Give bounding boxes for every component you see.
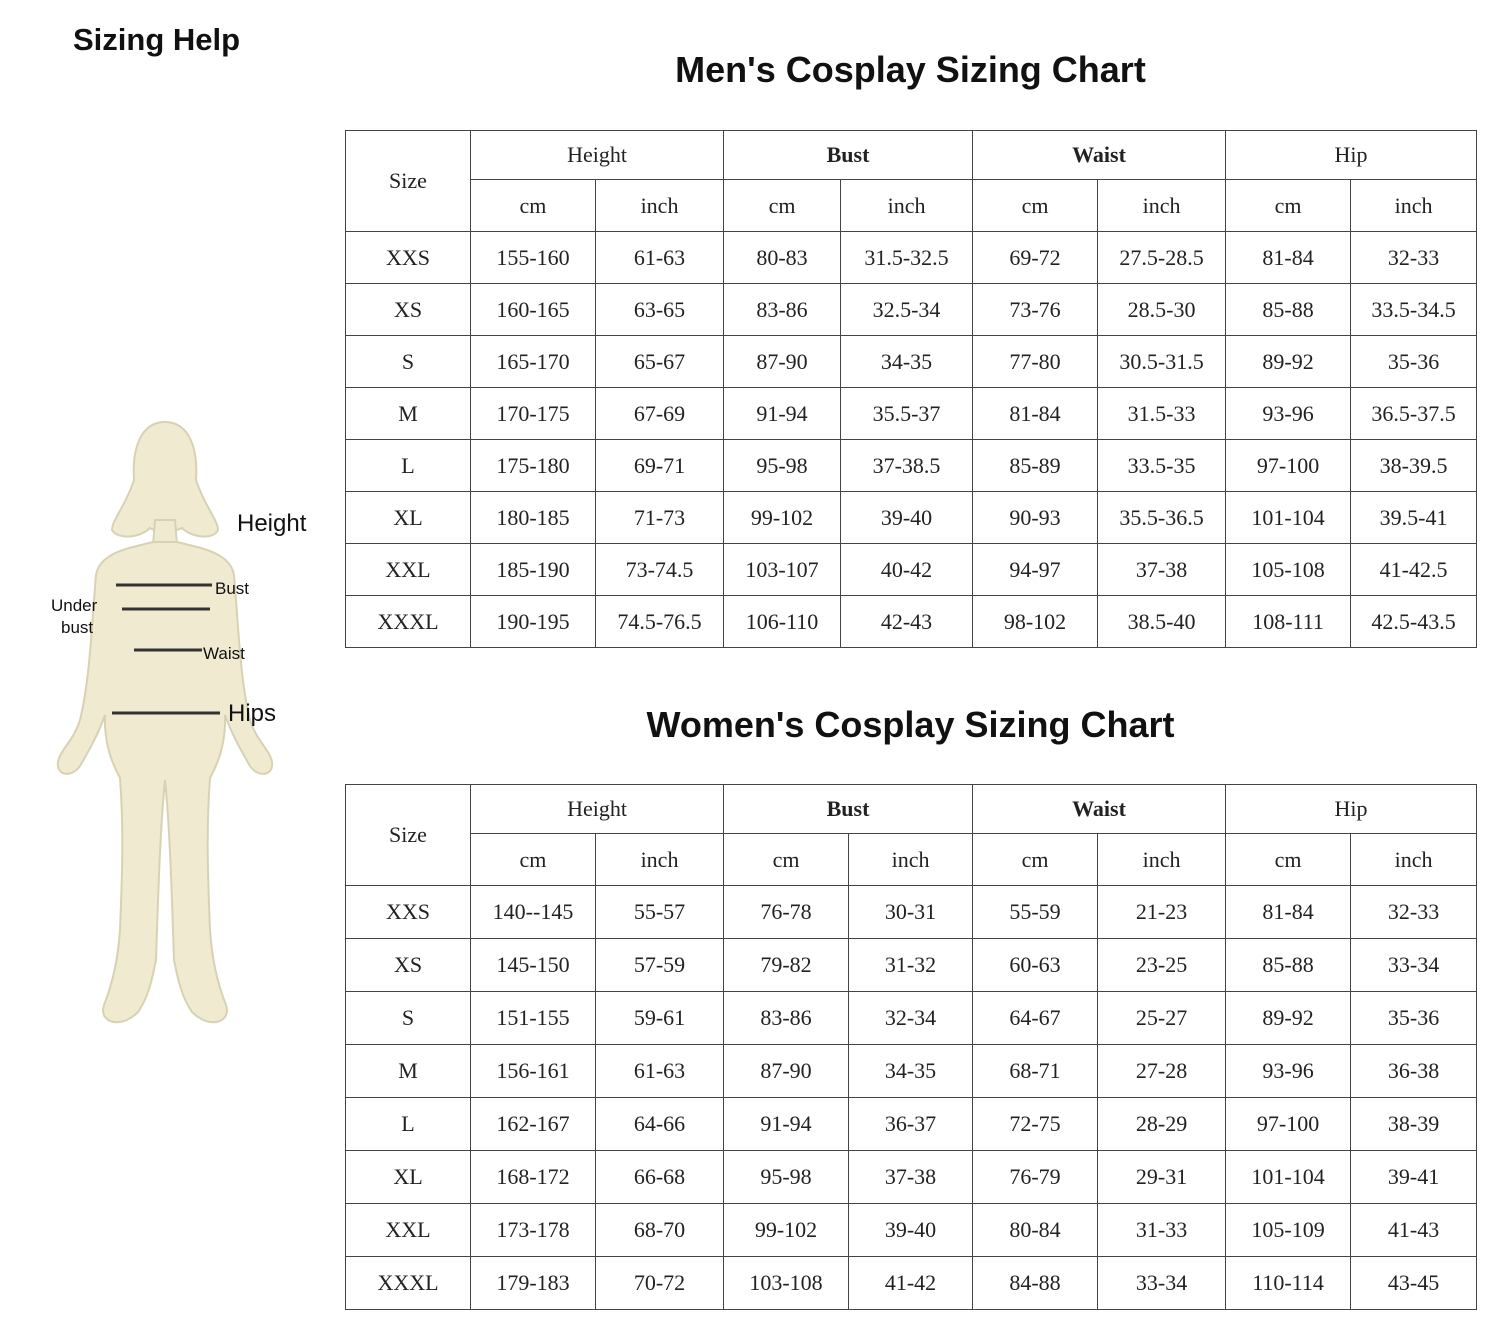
size-cell: XXS bbox=[346, 232, 471, 284]
bust-inch-cell: 39-40 bbox=[849, 1204, 973, 1257]
hip-inch-cell: 35-36 bbox=[1351, 992, 1477, 1045]
hip-cm-cell: 105-108 bbox=[1226, 544, 1351, 596]
table-row bbox=[346, 544, 1477, 596]
height-inch-cell: 70-72 bbox=[596, 1257, 724, 1310]
height-inch-header: inch bbox=[596, 834, 724, 886]
hip-inch-cell: 41-42.5 bbox=[1351, 544, 1477, 596]
hip-inch-cell: 39-41 bbox=[1351, 1151, 1477, 1204]
bust-cm-header: cm bbox=[724, 834, 849, 886]
hip-cm-cell: 97-100 bbox=[1226, 440, 1351, 492]
height-inch-cell: 68-70 bbox=[596, 1204, 724, 1257]
height-cm-cell: 140--145 bbox=[471, 886, 596, 939]
hip-inch-cell: 42.5-43.5 bbox=[1351, 596, 1477, 648]
waist-inch-cell: 33.5-35 bbox=[1098, 440, 1226, 492]
height-inch-cell: 73-74.5 bbox=[596, 544, 724, 596]
table-row bbox=[346, 492, 1477, 544]
hip-cm-cell: 105-109 bbox=[1226, 1204, 1351, 1257]
waist-cm-cell: 94-97 bbox=[973, 544, 1098, 596]
bust-cm-cell: 91-94 bbox=[724, 388, 841, 440]
height-inch-header: inch bbox=[596, 180, 724, 232]
waist-header: Waist bbox=[973, 785, 1226, 834]
hip-inch-cell: 39.5-41 bbox=[1351, 492, 1477, 544]
hip-cm-cell: 93-96 bbox=[1226, 1045, 1351, 1098]
size-cell: XS bbox=[346, 939, 471, 992]
size-header: Size bbox=[346, 131, 471, 232]
waist-inch-cell: 27-28 bbox=[1098, 1045, 1226, 1098]
hip-cm-cell: 81-84 bbox=[1226, 886, 1351, 939]
waist-cm-cell: 72-75 bbox=[973, 1098, 1098, 1151]
height-cm-cell: 156-161 bbox=[471, 1045, 596, 1098]
bust-inch-cell: 31.5-32.5 bbox=[841, 232, 973, 284]
height-inch-cell: 63-65 bbox=[596, 284, 724, 336]
size-header: Size bbox=[346, 785, 471, 886]
hip-inch-cell: 43-45 bbox=[1351, 1257, 1477, 1310]
height-cm-cell: 160-165 bbox=[471, 284, 596, 336]
waist-cm-header: cm bbox=[973, 180, 1098, 232]
table-row bbox=[346, 1098, 1477, 1151]
height-cm-cell: 168-172 bbox=[471, 1151, 596, 1204]
size-cell: S bbox=[346, 992, 471, 1045]
size-cell: XL bbox=[346, 1151, 471, 1204]
bust-header: Bust bbox=[724, 131, 973, 180]
bust-inch-cell: 30-31 bbox=[849, 886, 973, 939]
size-cell: XXL bbox=[346, 544, 471, 596]
table-row bbox=[346, 939, 1477, 992]
height-inch-cell: 55-57 bbox=[596, 886, 724, 939]
waist-cm-cell: 85-89 bbox=[973, 440, 1098, 492]
bust-cm-cell: 95-98 bbox=[724, 440, 841, 492]
table-row bbox=[346, 1151, 1477, 1204]
waist-cm-cell: 68-71 bbox=[973, 1045, 1098, 1098]
bust-inch-cell: 41-42 bbox=[849, 1257, 973, 1310]
height-cm-header: cm bbox=[471, 834, 596, 886]
size-cell: XXS bbox=[346, 886, 471, 939]
waist-cm-cell: 81-84 bbox=[973, 388, 1098, 440]
hip-cm-header: cm bbox=[1226, 834, 1351, 886]
hip-inch-cell: 32-33 bbox=[1351, 232, 1477, 284]
body-measurement-figure bbox=[40, 410, 330, 1050]
height-inch-cell: 66-68 bbox=[596, 1151, 724, 1204]
hip-cm-cell: 93-96 bbox=[1226, 388, 1351, 440]
hip-cm-cell: 101-104 bbox=[1226, 1151, 1351, 1204]
hip-cm-cell: 110-114 bbox=[1226, 1257, 1351, 1310]
table-row bbox=[346, 1257, 1477, 1310]
height-inch-cell: 71-73 bbox=[596, 492, 724, 544]
waist-cm-cell: 77-80 bbox=[973, 336, 1098, 388]
hip-cm-cell: 81-84 bbox=[1226, 232, 1351, 284]
size-cell: XXXL bbox=[346, 1257, 471, 1310]
bust-label: Bust bbox=[215, 579, 250, 598]
hip-cm-cell: 89-92 bbox=[1226, 992, 1351, 1045]
bust-cm-cell: 87-90 bbox=[724, 1045, 849, 1098]
height-inch-cell: 61-63 bbox=[596, 232, 724, 284]
size-cell: XS bbox=[346, 284, 471, 336]
hip-cm-cell: 101-104 bbox=[1226, 492, 1351, 544]
waist-header: Waist bbox=[973, 131, 1226, 180]
waist-inch-cell: 31.5-33 bbox=[1098, 388, 1226, 440]
bust-cm-cell: 76-78 bbox=[724, 886, 849, 939]
under-label: Under bbox=[51, 596, 98, 615]
mens-chart-title: Men's Cosplay Sizing Chart bbox=[675, 49, 1146, 90]
bust-inch-cell: 32.5-34 bbox=[841, 284, 973, 336]
hip-inch-cell: 38-39.5 bbox=[1351, 440, 1477, 492]
waist-inch-header: inch bbox=[1098, 180, 1226, 232]
waist-inch-cell: 28-29 bbox=[1098, 1098, 1226, 1151]
hip-cm-cell: 85-88 bbox=[1226, 284, 1351, 336]
waist-inch-header: inch bbox=[1098, 834, 1226, 886]
height-label: Height bbox=[237, 510, 307, 537]
page-heading: Sizing Help bbox=[73, 22, 241, 57]
height-cm-cell: 155-160 bbox=[471, 232, 596, 284]
bust-cm-header: cm bbox=[724, 180, 841, 232]
bust-cm-cell: 106-110 bbox=[724, 596, 841, 648]
hip-inch-cell: 35-36 bbox=[1351, 336, 1477, 388]
hip-inch-cell: 38-39 bbox=[1351, 1098, 1477, 1151]
waist-cm-cell: 98-102 bbox=[973, 596, 1098, 648]
bust-header: Bust bbox=[724, 785, 973, 834]
hip-cm-cell: 97-100 bbox=[1226, 1098, 1351, 1151]
size-cell: M bbox=[346, 388, 471, 440]
waist-cm-cell: 64-67 bbox=[973, 992, 1098, 1045]
hip-inch-header: inch bbox=[1351, 180, 1477, 232]
height-header: Height bbox=[471, 131, 724, 180]
waist-inch-cell: 30.5-31.5 bbox=[1098, 336, 1226, 388]
hip-cm-cell: 85-88 bbox=[1226, 939, 1351, 992]
table-row bbox=[346, 388, 1477, 440]
height-cm-cell: 180-185 bbox=[471, 492, 596, 544]
size-cell: S bbox=[346, 336, 471, 388]
waist-cm-cell: 73-76 bbox=[973, 284, 1098, 336]
waist-cm-cell: 55-59 bbox=[973, 886, 1098, 939]
bust-cm-cell: 103-107 bbox=[724, 544, 841, 596]
bust-cm-cell: 103-108 bbox=[724, 1257, 849, 1310]
bust-inch-cell: 39-40 bbox=[841, 492, 973, 544]
waist-inch-cell: 37-38 bbox=[1098, 544, 1226, 596]
height-header: Height bbox=[471, 785, 724, 834]
table-row bbox=[346, 596, 1477, 648]
bust-inch-cell: 37-38.5 bbox=[841, 440, 973, 492]
waist-inch-cell: 31-33 bbox=[1098, 1204, 1226, 1257]
size-cell: M bbox=[346, 1045, 471, 1098]
bust-inch-cell: 34-35 bbox=[849, 1045, 973, 1098]
hip-cm-cell: 108-111 bbox=[1226, 596, 1351, 648]
bust-cm-cell: 79-82 bbox=[724, 939, 849, 992]
waist-inch-cell: 29-31 bbox=[1098, 1151, 1226, 1204]
hip-inch-header: inch bbox=[1351, 834, 1477, 886]
bust-inch-cell: 37-38 bbox=[849, 1151, 973, 1204]
hip-inch-cell: 33.5-34.5 bbox=[1351, 284, 1477, 336]
bust-inch-cell: 35.5-37 bbox=[841, 388, 973, 440]
height-cm-cell: 190-195 bbox=[471, 596, 596, 648]
table-row bbox=[346, 1045, 1477, 1098]
bust-cm-cell: 83-86 bbox=[724, 992, 849, 1045]
bust-inch-cell: 40-42 bbox=[841, 544, 973, 596]
hip-header: Hip bbox=[1226, 785, 1477, 834]
height-inch-cell: 61-63 bbox=[596, 1045, 724, 1098]
size-cell: XXL bbox=[346, 1204, 471, 1257]
waist-cm-cell: 80-84 bbox=[973, 1204, 1098, 1257]
table-row bbox=[346, 232, 1477, 284]
under-bust-label: bust bbox=[61, 618, 94, 637]
height-cm-cell: 170-175 bbox=[471, 388, 596, 440]
waist-inch-cell: 25-27 bbox=[1098, 992, 1226, 1045]
waist-cm-cell: 84-88 bbox=[973, 1257, 1098, 1310]
waist-inch-cell: 38.5-40 bbox=[1098, 596, 1226, 648]
table-row bbox=[346, 336, 1477, 388]
size-cell: XL bbox=[346, 492, 471, 544]
bust-inch-cell: 32-34 bbox=[849, 992, 973, 1045]
height-cm-cell: 175-180 bbox=[471, 440, 596, 492]
height-cm-cell: 185-190 bbox=[471, 544, 596, 596]
height-cm-cell: 179-183 bbox=[471, 1257, 596, 1310]
hip-header: Hip bbox=[1226, 131, 1477, 180]
bust-inch-header: inch bbox=[841, 180, 973, 232]
waist-inch-cell: 27.5-28.5 bbox=[1098, 232, 1226, 284]
waist-cm-cell: 76-79 bbox=[973, 1151, 1098, 1204]
waist-cm-cell: 69-72 bbox=[973, 232, 1098, 284]
hips-label: Hips bbox=[228, 700, 277, 727]
waist-inch-cell: 21-23 bbox=[1098, 886, 1226, 939]
size-cell: L bbox=[346, 440, 471, 492]
waist-cm-cell: 60-63 bbox=[973, 939, 1098, 992]
hip-inch-cell: 41-43 bbox=[1351, 1204, 1477, 1257]
hip-cm-cell: 89-92 bbox=[1226, 336, 1351, 388]
bust-inch-cell: 42-43 bbox=[841, 596, 973, 648]
bust-inch-cell: 36-37 bbox=[849, 1098, 973, 1151]
table-row bbox=[346, 886, 1477, 939]
height-inch-cell: 64-66 bbox=[596, 1098, 724, 1151]
bust-cm-cell: 83-86 bbox=[724, 284, 841, 336]
bust-cm-cell: 91-94 bbox=[724, 1098, 849, 1151]
height-cm-cell: 151-155 bbox=[471, 992, 596, 1045]
waist-inch-cell: 33-34 bbox=[1098, 1257, 1226, 1310]
bust-inch-header: inch bbox=[849, 834, 973, 886]
table-row bbox=[346, 992, 1477, 1045]
bust-cm-cell: 99-102 bbox=[724, 1204, 849, 1257]
height-inch-cell: 74.5-76.5 bbox=[596, 596, 724, 648]
bust-cm-cell: 95-98 bbox=[724, 1151, 849, 1204]
bust-cm-cell: 99-102 bbox=[724, 492, 841, 544]
waist-cm-cell: 90-93 bbox=[973, 492, 1098, 544]
height-cm-cell: 173-178 bbox=[471, 1204, 596, 1257]
bust-cm-cell: 80-83 bbox=[724, 232, 841, 284]
hip-inch-cell: 36.5-37.5 bbox=[1351, 388, 1477, 440]
hip-inch-cell: 36-38 bbox=[1351, 1045, 1477, 1098]
hip-cm-header: cm bbox=[1226, 180, 1351, 232]
bust-cm-cell: 87-90 bbox=[724, 336, 841, 388]
womens-chart-title: Women's Cosplay Sizing Chart bbox=[646, 704, 1175, 745]
height-cm-cell: 145-150 bbox=[471, 939, 596, 992]
mens-sizing-table bbox=[345, 130, 1477, 648]
bust-inch-cell: 34-35 bbox=[841, 336, 973, 388]
height-cm-header: cm bbox=[471, 180, 596, 232]
waist-inch-cell: 23-25 bbox=[1098, 939, 1226, 992]
bust-inch-cell: 31-32 bbox=[849, 939, 973, 992]
height-inch-cell: 69-71 bbox=[596, 440, 724, 492]
waist-inch-cell: 28.5-30 bbox=[1098, 284, 1226, 336]
height-inch-cell: 59-61 bbox=[596, 992, 724, 1045]
height-inch-cell: 57-59 bbox=[596, 939, 724, 992]
table-row bbox=[346, 284, 1477, 336]
hip-inch-cell: 33-34 bbox=[1351, 939, 1477, 992]
height-inch-cell: 67-69 bbox=[596, 388, 724, 440]
womens-sizing-table bbox=[345, 784, 1477, 1310]
size-cell: XXXL bbox=[346, 596, 471, 648]
height-inch-cell: 65-67 bbox=[596, 336, 724, 388]
waist-cm-header: cm bbox=[973, 834, 1098, 886]
height-cm-cell: 165-170 bbox=[471, 336, 596, 388]
height-cm-cell: 162-167 bbox=[471, 1098, 596, 1151]
waist-label: Waist bbox=[203, 644, 245, 663]
size-cell: L bbox=[346, 1098, 471, 1151]
waist-inch-cell: 35.5-36.5 bbox=[1098, 492, 1226, 544]
hip-inch-cell: 32-33 bbox=[1351, 886, 1477, 939]
table-row bbox=[346, 440, 1477, 492]
table-row bbox=[346, 1204, 1477, 1257]
